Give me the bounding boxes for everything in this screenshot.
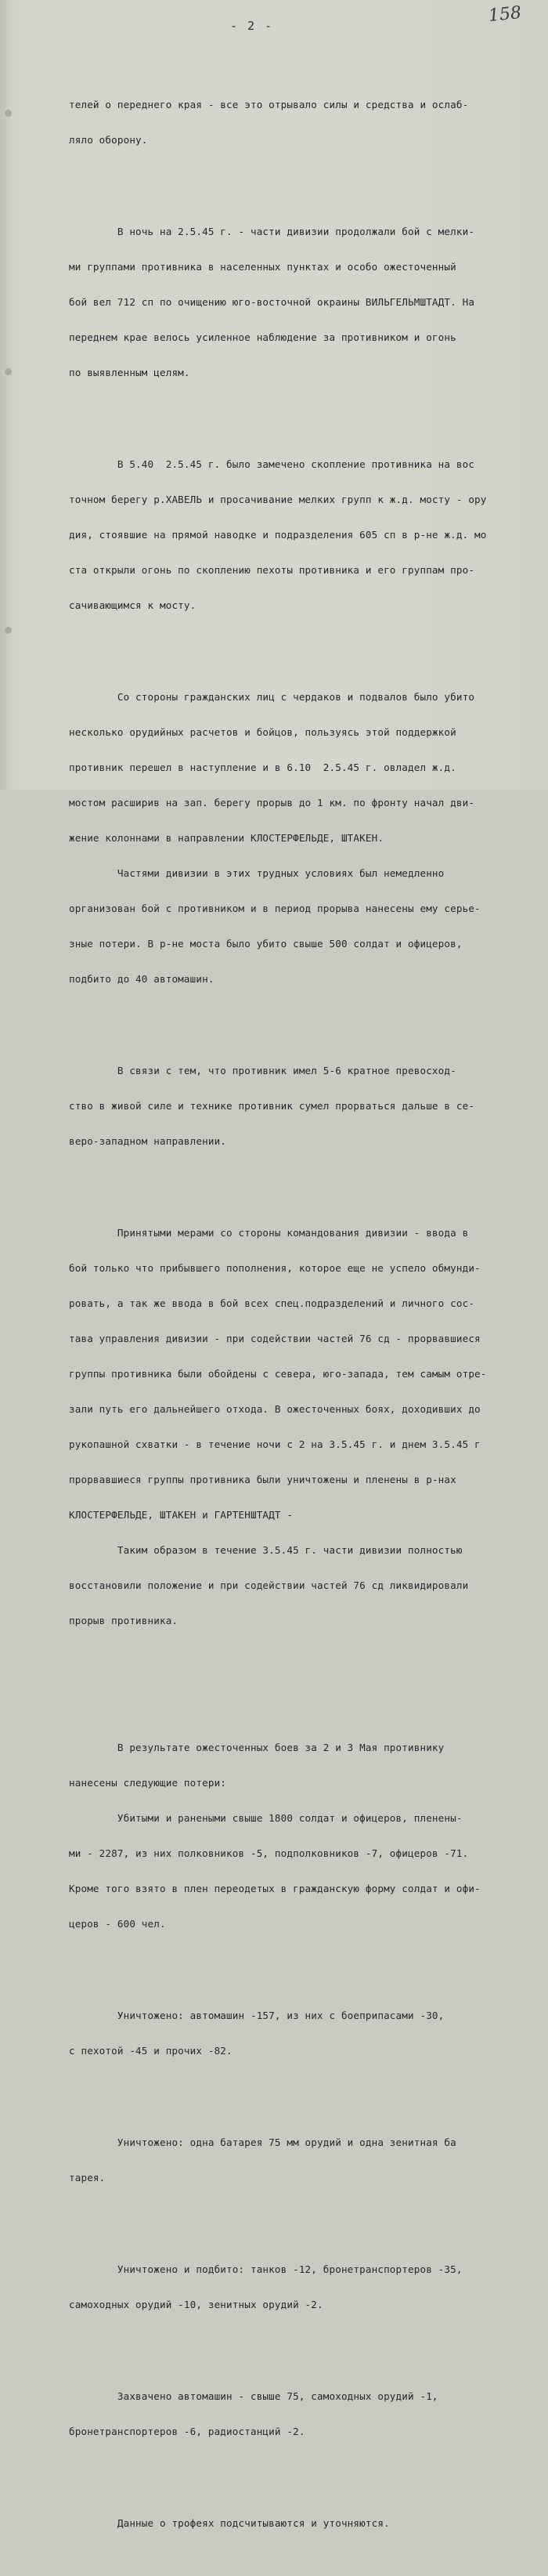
- binding-hole: [5, 627, 12, 634]
- text-line: Кроме того взято в плен переодетых в гражданскую форму солдат и офи-: [69, 1883, 481, 1894]
- text-line: ляло оборону.: [69, 134, 148, 146]
- paragraph: [69, 2494, 520, 2552]
- text-line: зали путь его дальнейшего отхода. В ожесточенных боях, доходивших до: [69, 1403, 481, 1415]
- text-line: ми группами противника в населенных пунктах и особо ожесточенный: [69, 261, 456, 273]
- text-line: тава управления дивизии - при содействии частей 76 сд - прорвавшиеся: [69, 1333, 481, 1344]
- paragraph: [69, 2113, 520, 2207]
- page-number: - 2 -: [230, 19, 274, 33]
- text-line: ми - 2287, из них полковников -5, подполковников -7, офицеров -71.: [69, 1847, 469, 1859]
- text-line: Убитыми и ранеными свыше 1800 солдат и офицеров, пленены-: [69, 1812, 463, 1824]
- paragraph: [69, 435, 520, 635]
- text-line: по выявленным целям.: [69, 367, 190, 378]
- text-line: В результате ожесточенных боев за 2 и 3 Мая противнику: [69, 1742, 445, 1753]
- text-line: Уничтожено и подбито: танков -12, бронетранспортеров -35,: [69, 2263, 463, 2275]
- text-line: бой только что прибывшего пополнения, которое еще не успело обмунди-: [69, 1262, 481, 1274]
- text-line: подбито до 40 автомашин.: [69, 973, 215, 985]
- text-line: Со стороны гражданских лиц с чердаков и подвалов было убито: [69, 691, 475, 703]
- text-line: Уничтожено: автомашин -157, из них с боеприпасами -30,: [69, 2010, 445, 2021]
- text-line: Частями дивизии в этих трудных условиях был немедленно: [69, 867, 445, 879]
- archive-page-number: 158: [487, 2, 523, 27]
- text-line: тарея.: [69, 2172, 106, 2183]
- text-line: группы противника были обойдены с севера, юго-запада, тем самым отре-: [69, 1368, 487, 1380]
- text-line: переднем крае велось усиленное наблюдение за противником и огонь: [69, 331, 456, 343]
- binding-holes: [3, 0, 14, 790]
- paragraph: [69, 2367, 520, 2461]
- text-line: самоходных орудий -10, зенитных орудий -2.: [69, 2299, 323, 2310]
- text-line: бронетранспортеров -6, радиостанций -2.: [69, 2426, 305, 2437]
- paragraph: [69, 668, 520, 1008]
- text-line: прорыв противника.: [69, 1615, 178, 1626]
- text-line: точном берегу р.ХАВЕЛЬ и просачивание мелких групп к ж.д. мосту - ору: [69, 494, 487, 505]
- text-line: восстановили положение и при содействии частей 76 сд ликвидировали: [69, 1579, 469, 1591]
- text-line: Принятыми мерами со стороны командования дивизии - ввода в: [69, 1227, 469, 1239]
- paragraph: [69, 202, 520, 402]
- paragraph: [69, 1203, 520, 1650]
- text-line: жение колоннами в направлении КЛОСТЕРФЕЛЬДЕ, ШТАКЕН.: [69, 832, 384, 844]
- text-line: сачивающимся к мосту.: [69, 599, 196, 611]
- text-line: КЛОСТЕРФЕЛЬДЕ, ШТАКЕН и ГАРТЕНШТАДТ -: [69, 1509, 294, 1521]
- text-line: В 5.40 2.5.45 г. было замечено скопление противника на вос: [69, 458, 475, 470]
- text-line: В связи с тем, что противник имел 5-6 кратное превосход-: [69, 1065, 456, 1076]
- paragraph: [69, 1986, 520, 2080]
- binding-hole: [5, 368, 12, 375]
- text-line: несколько орудийных расчетов и бойцов, пользуясь этой поддержкой: [69, 726, 456, 738]
- text-line: бой вел 712 сп по очищению юго-восточной окраины ВИЛЬГЕЛЬМШТАДТ. На: [69, 296, 475, 308]
- binding-hole: [5, 110, 12, 117]
- paragraph: [69, 1683, 520, 1953]
- text-line: противник перешел в наступление и в 6.10 2.5.45 г. овладел ж.д.: [69, 762, 456, 773]
- paragraph: [69, 75, 520, 169]
- text-line: ста открыли огонь по скоплению пехоты противника и его группам про-: [69, 564, 475, 576]
- text-line: мостом расширив на зап. берегу прорыв до 1 км. по фронту начал дви-: [69, 797, 475, 809]
- text-line: ровать, а так же ввода в бой всех спец.подразделений и личного сос-: [69, 1297, 475, 1309]
- text-line: церов - 600 чел.: [69, 1918, 166, 1930]
- text-line: Уничтожено: одна батарея 75 мм орудий и одна зенитная ба: [69, 2136, 456, 2148]
- text-line: организован бой с противником и в период прорыва нанесены ему серье-: [69, 903, 481, 914]
- text-line: ство в живой силе и технике противник сумел прорваться дальше в се-: [69, 1100, 475, 1112]
- paragraph: [69, 1041, 520, 1170]
- text-line: нанесены следующие потери:: [69, 1777, 227, 1789]
- paragraph: [69, 2240, 520, 2334]
- text-line: зные потери. В р-не моста было убито свыше 500 солдат и офицеров,: [69, 938, 463, 950]
- text-line: рукопашной схватки - в течение ночи с 2 на 3.5.45 г. и днем 3.5.45 г: [69, 1438, 481, 1450]
- text-line: Данные о трофеях подсчитываются и уточняются.: [69, 2517, 390, 2529]
- text-line: веро-западном направлении.: [69, 1135, 227, 1147]
- document-body: [69, 52, 520, 2576]
- text-line: [69, 1706, 520, 1718]
- text-line: Захвачено автомашин - свыше 75, самоходных орудий -1,: [69, 2390, 438, 2402]
- text-line: дия, стоявшие на прямой наводке и подразделения 605 сп в р-не ж.д. мо: [69, 529, 487, 541]
- text-line: прорвавшиеся группы противника были уничтожены и пленены в р-нах: [69, 1474, 456, 1485]
- text-line: Таким образом в течение 3.5.45 г. части дивизии полностью: [69, 1544, 463, 1556]
- text-line: В ночь на 2.5.45 г. - части дивизии продолжали бой с мелки-: [69, 226, 475, 237]
- text-line: с пехотой -45 и прочих -82.: [69, 2045, 233, 2057]
- text-line: телей о переднего края - все это отрывало силы и средства и ослаб-: [69, 99, 469, 110]
